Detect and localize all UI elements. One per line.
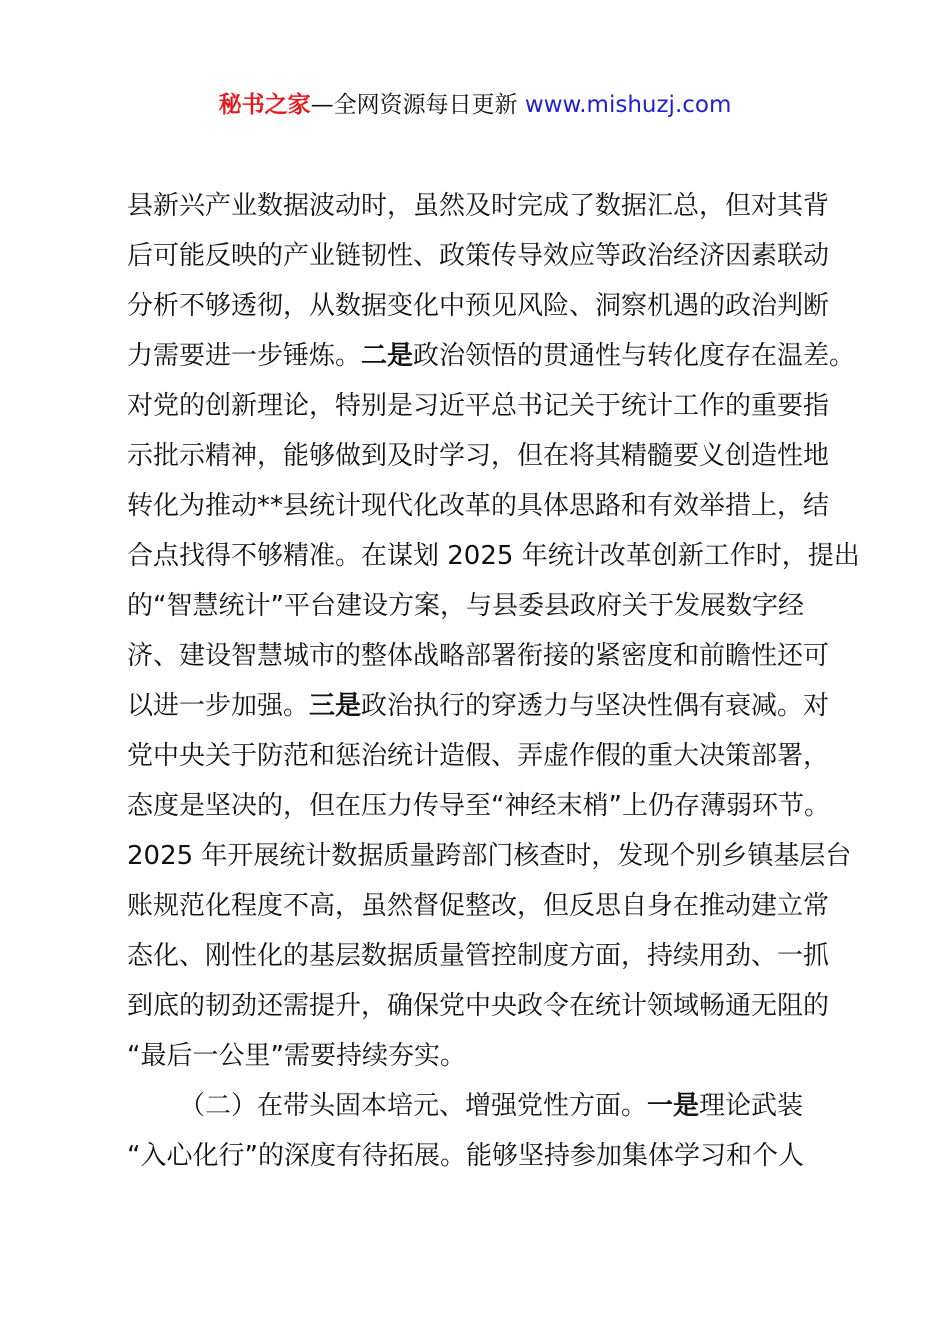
text-line: 后可能反映的产业链韧性、政策传导效应等政治经济因素联动 xyxy=(127,241,830,271)
document-body xyxy=(127,181,860,1181)
bold-marker: 二是 xyxy=(361,341,414,371)
text-run: 力需要进一步锤炼。 xyxy=(127,341,362,371)
text-line: 分析不够透彻，从数据变化中预见风险、洞察机遇的政治判断 xyxy=(127,291,830,321)
section-heading: （二）在带头固本培元、增强党性方面。 xyxy=(179,1091,648,1121)
text-line: 县新兴产业数据波动时，虽然及时完成了数据汇总，但对其背 xyxy=(127,191,830,221)
text-line: 党中央关于防范和惩治统计造假、弄虚作假的重大决策部署， xyxy=(127,741,830,771)
text-run: 理论武装 xyxy=(699,1091,804,1121)
text-run: 政治领悟的贯通性与转化度存在温差。 xyxy=(413,341,856,371)
header-url-link[interactable]: www.mishuzj.com xyxy=(524,92,732,118)
text-line: 态化、刚性化的基层数据质量管控制度方面，持续用劲、一抓 xyxy=(127,941,830,971)
text-line: 示批示精神，能够做到及时学习，但在将其精髓要义创造性地 xyxy=(127,441,830,471)
text-run: 政治执行的穿透力与坚决性偶有衰减。对 xyxy=(361,691,830,721)
text-line xyxy=(127,331,856,381)
text-line: 济、建设智慧城市的整体战略部署衔接的紧密度和前瞻性还可 xyxy=(127,641,830,671)
bold-marker: 一是 xyxy=(647,1091,700,1121)
text-line: 2025 年开展统计数据质量跨部门核查时，发现个别乡镇基层台 xyxy=(127,841,852,871)
header-tagline: —全网资源每日更新 xyxy=(310,92,525,118)
text-line: 到底的韧劲还需提升，确保党中央政令在统计领域畅通无阻的 xyxy=(127,991,830,1021)
text-line: 对党的创新理论，特别是习近平总书记关于统计工作的重要指 xyxy=(127,391,830,421)
text-line: 态度是坚决的，但在压力传导至“神经末梢”上仍存薄弱环节。 xyxy=(127,791,830,821)
page-header xyxy=(0,88,950,122)
text-line: 账规范化程度不高，虽然督促整改，但反思自身在推动建立常 xyxy=(127,891,830,921)
text-line: “入心化行”的深度有待拓展。能够坚持参加集体学习和个人 xyxy=(127,1141,804,1171)
header-brand: 秘书之家 xyxy=(218,92,311,118)
text-line: “最后一公里”需要持续夯实。 xyxy=(127,1041,466,1071)
text-line: 转化为推动**县统计现代化改革的具体思路和有效举措上，结 xyxy=(127,491,830,521)
text-line: 合点找得不够精准。在谋划 2025 年统计改革创新工作时，提出 xyxy=(127,541,860,571)
text-line xyxy=(127,1081,832,1131)
text-line: 的“智慧统计”平台建设方案，与县委县政府关于发展数字经 xyxy=(127,591,804,621)
text-line xyxy=(127,681,832,731)
text-run: 以进一步加强。 xyxy=(127,691,310,721)
bold-marker: 三是 xyxy=(309,691,362,721)
